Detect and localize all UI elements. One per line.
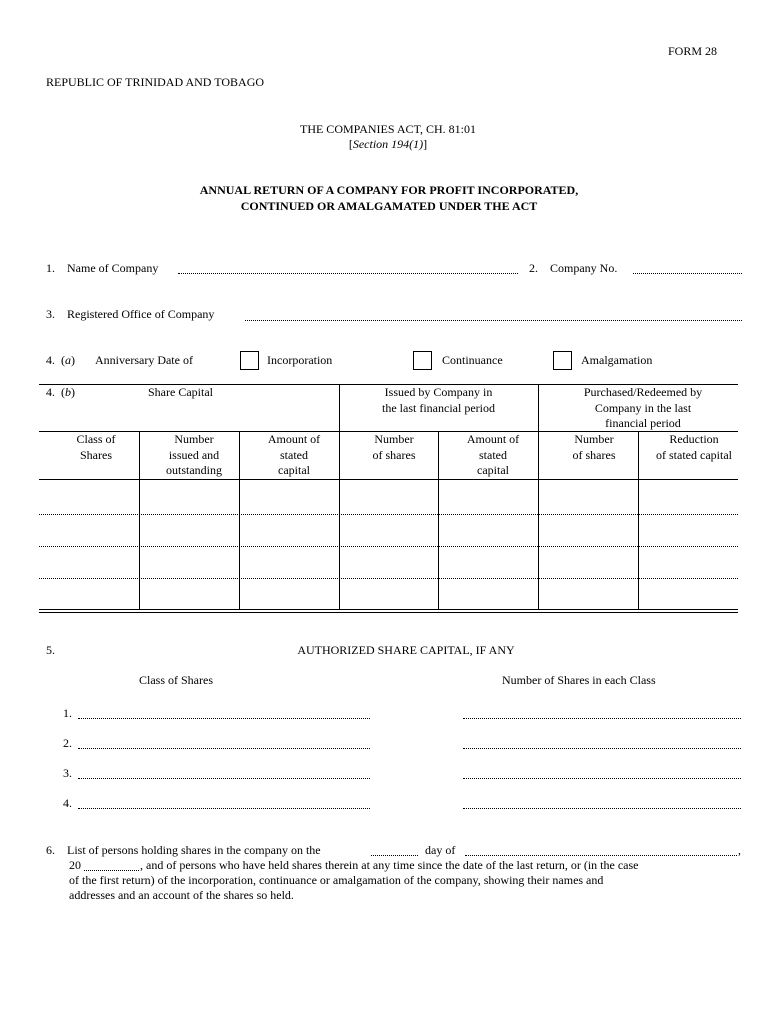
amalgamation-label: Amalgamation: [581, 353, 653, 367]
table-header-divider: [39, 479, 738, 480]
item-5-number: 5.: [46, 643, 55, 657]
table-bottom-border: [39, 609, 738, 610]
table-row-divider: [39, 514, 738, 515]
incorporation-label: Incorporation: [267, 353, 333, 367]
company-name-field[interactable]: [178, 273, 518, 274]
company-no-field[interactable]: [633, 273, 742, 274]
form-number: FORM 28: [668, 44, 718, 58]
number-of-shares-field[interactable]: [463, 748, 741, 749]
item-6-comma: ,: [738, 843, 741, 857]
item-6-text-line-3: of the first return) of the incorporation, continuance or amalgamation of the company, showing their names and: [69, 873, 604, 887]
item-4a-number: 4. (a): [46, 353, 75, 367]
item-6-number: 6.: [46, 843, 55, 857]
column-header-amount-stated-capital: Amount of stated capital: [267, 432, 321, 477]
continuance-checkbox[interactable]: [413, 351, 432, 370]
day-field[interactable]: [371, 855, 418, 856]
year-field[interactable]: [84, 870, 139, 871]
number-of-shares-field[interactable]: [463, 718, 741, 719]
table-row-divider: [39, 546, 738, 547]
item-6-year-prefix: 20: [69, 858, 81, 872]
authorized-share-capital-heading: AUTHORIZED SHARE CAPITAL, IF ANY: [297, 643, 515, 657]
registered-office-label: Registered Office of Company: [67, 307, 215, 321]
act-section: [Section 194(1)]: [348, 137, 428, 151]
republic-heading: REPUBLIC OF TRINIDAD AND TOBAGO: [46, 75, 265, 89]
column-header-issued-amount-stated-capital: Amount of stated capital: [466, 432, 520, 477]
item-1-number: 1.: [46, 261, 55, 275]
registered-office-field[interactable]: [245, 320, 742, 321]
item-3-number: 3.: [46, 307, 55, 321]
table-column-divider: [339, 384, 340, 610]
incorporation-checkbox[interactable]: [240, 351, 259, 370]
class-of-shares-heading: Class of Shares: [139, 673, 213, 687]
item-6-text-start: List of persons holding shares in the company on the: [67, 843, 321, 857]
item-6-day-of: day of: [425, 843, 456, 857]
authorized-row-number: 2.: [63, 736, 72, 750]
authorized-row-number: 4.: [63, 796, 72, 810]
number-of-shares-heading: Number of Shares in each Class: [502, 673, 656, 687]
authorized-row-number: 3.: [63, 766, 72, 780]
table-bottom-border: [39, 612, 738, 613]
item-4b-number: 4. (b): [46, 385, 75, 399]
share-capital-heading: Share Capital: [148, 385, 213, 399]
number-of-shares-field[interactable]: [463, 778, 741, 779]
form-title-line-1: ANNUAL RETURN OF A COMPANY FOR PROFIT INCORPORATED,: [199, 183, 579, 197]
item-2-number: 2.: [529, 261, 538, 275]
class-of-shares-field[interactable]: [78, 778, 370, 779]
issued-group-heading: Issued by Company in the last financial period: [382, 385, 495, 415]
column-header-purchased-number-of-shares: Number of shares: [572, 432, 616, 462]
table-row-divider: [39, 578, 738, 579]
column-header-issued-number-of-shares: Number of shares: [372, 432, 416, 462]
number-of-shares-field[interactable]: [463, 808, 741, 809]
act-title: THE COMPANIES ACT, CH. 81:01: [299, 122, 477, 136]
anniversary-date-label: Anniversary Date of: [95, 353, 193, 367]
form-title-line-2: CONTINUED OR AMALGAMATED UNDER THE ACT: [240, 199, 538, 213]
month-field[interactable]: [465, 855, 737, 856]
authorized-row-number: 1.: [63, 706, 72, 720]
company-no-label: Company No.: [550, 261, 618, 275]
column-header-class-of-shares: Class of Shares: [76, 432, 116, 462]
item-6-text-line-4: addresses and an account of the shares so held.: [69, 888, 294, 902]
class-of-shares-field[interactable]: [78, 808, 370, 809]
class-of-shares-field[interactable]: [78, 748, 370, 749]
continuance-label: Continuance: [442, 353, 503, 367]
column-header-reduction-stated-capital: Reduction of stated capital: [656, 432, 732, 462]
item-6-text-line-2: , and of persons who have held shares therein at any time since the date of the last return, or (in the case: [140, 858, 639, 872]
amalgamation-checkbox[interactable]: [553, 351, 572, 370]
purchased-group-heading: Purchased/Redeemed by Company in the last financial period: [583, 385, 703, 430]
class-of-shares-field[interactable]: [78, 718, 370, 719]
column-header-number-issued: Number issued and outstanding: [166, 432, 222, 477]
company-name-label: Name of Company: [67, 261, 159, 275]
